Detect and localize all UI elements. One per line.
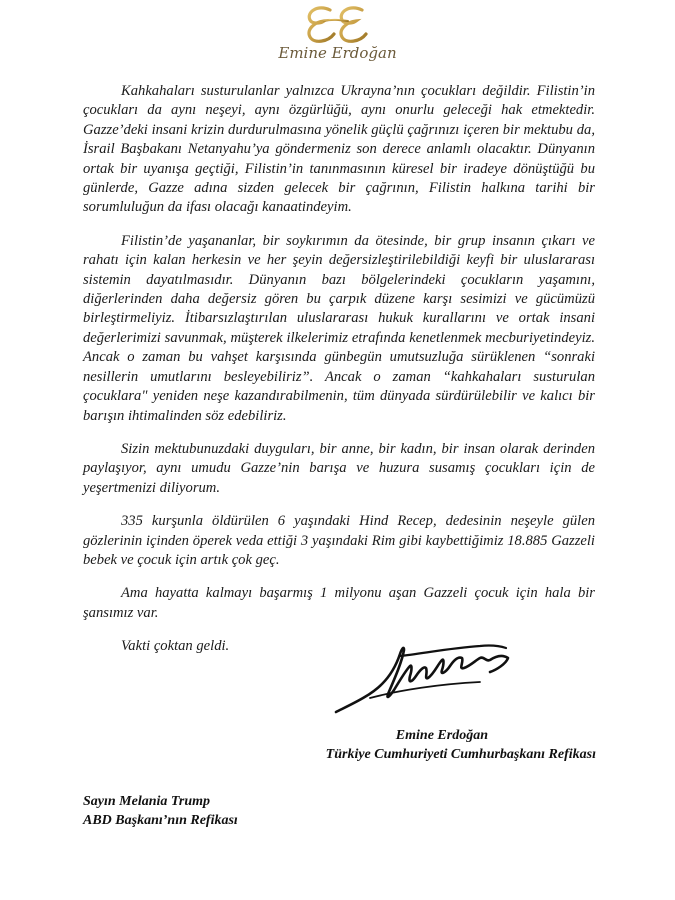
letter-body [83,82,595,671]
monogram-logo [300,2,376,46]
letterhead-name: Emine Erdoğan [278,44,397,62]
handwritten-signature [330,636,520,718]
addressee-title: ABD Başkanı’nın Refikası [83,813,238,828]
paragraph: Kahkahaları susturulanlar yalnızca Ukrayna’nın çocukları değildir. Filistin’in çocukları da aynı neşeyi, aynı özgürlüğü, aynı onurlu geleceği hak etmektedir. Gazze’deki insani krizin durdurulmasına yönelik güçlü çağrınızı içeren bir mektubu da, İsrail Başbakanı Netanyahu’ya göndermeniz son derece anlamlı olacaktır. Dünyanın ortak bir uyanışa geçtiği, Filistin’in tanınmasının küresel bir iradeye dönüştüğü bu günlerde, Gazze adına sizden gelecek bir çağrının, Filistin halkına tarihi bir sorumluluğun da ifası olacağı kanaatindeyim. [83,83,595,216]
paragraph: Sizin mektubunuzdaki duyguları, bir anne, bir kadın, bir insan olarak derinden paylaşıyor, aynı umudu Gazze’nin barışa ve huzura susamış çocukları için de yeşertmenizi diliyorum. [83,440,595,496]
letterhead [0,0,675,70]
signatory-name: Emine Erdoğan [395,728,488,743]
addressee-block [83,792,483,830]
addressee-name: Sayın Melania Trump [83,794,211,809]
paragraph: Vakti çoktan geldi. [121,638,230,655]
paragraph: Filistin’de yaşananlar, bir soykırımın da ötesinde, bir grup insanın çıkarı ve rahatı için kalan herkesin ve her şeyin değersizleştirilebildiği keyfi bir uluslararası sistemin dayatılmasıdır. Dünyanın bazı bölgelerindeki çocukların yaşamını, diğerlerinden daha değersiz gören bu çarpık düzene karşı sesimizi ve gücümüzü birleştirmeliyiz. İtibarsızlaştırılan uluslararası hukuk kurallarını ve ortak insani değerlerimizi savunmak, müşterek ilkelerimiz etrafında kenetlenmek mecburiyetindeyiz. Ancak o zaman bu vahşet karşısında günbegün umutsuzluğa sürüklenen “sonraki nesillerin umutlarını besleyebiliriz”. Ancak o zaman “kahkahaları susturulan çocuklara" yeniden neşe kazandırabilmenin, tüm dünyada sürdürülebilir ve kalıcı bir barışın ihtimalinden söz edebiliriz. [83,232,595,424]
signatory-block [300,726,596,764]
paragraph: Ama hayatta kalmayı başarmış 1 milyonu aşan Gazzeli çocuk için hala bir şansımız var. [83,585,595,621]
signatory-title: Türkiye Cumhuriyeti Cumhurbaşkanı Refikası [325,747,596,762]
paragraph: 335 kurşunla öldürülen 6 yaşındaki Hind Recep, dedesinin neşeyle gülen gözlerinin içinden öperek veda ettiği 3 yaşındaki Rim gibi kaybettiğimiz 18.885 Gazzeli bebek ve çocuk için artık çok geç. [83,513,595,568]
